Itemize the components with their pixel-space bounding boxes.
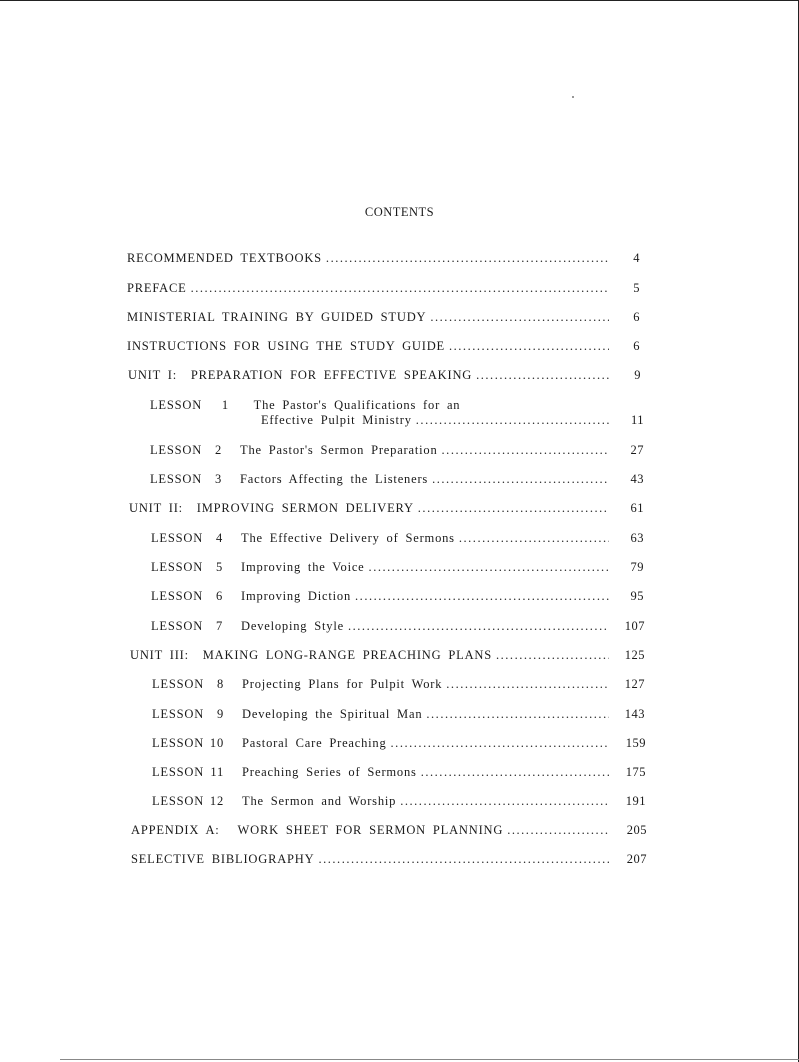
toc-entry-instructions [127, 339, 613, 354]
entry-page-number: 63 [630, 531, 644, 545]
toc-entry-lesson-11 [152, 765, 613, 780]
lesson-title: The Pastor's Sermon Preparation [240, 443, 438, 457]
entry-page-number: 205 [626, 823, 647, 837]
entry-label: UNIT I: PREPARATION FOR EFFECTIVE SPEAKING [128, 368, 473, 382]
toc-entry-lesson-3 [150, 472, 613, 487]
lesson-word: LESSON [152, 765, 205, 779]
entry-page-number: 107 [624, 619, 645, 633]
lesson-word: LESSON [150, 398, 203, 412]
lesson-number: 5 [215, 560, 224, 574]
lesson-title: Preaching Series of Sermons [242, 765, 417, 779]
entry-page-number: 4 [633, 251, 640, 265]
lesson-title: Factors Affecting the Listeners [240, 472, 429, 486]
dot-leader [459, 531, 609, 546]
dot-leader [369, 560, 609, 575]
lesson-title: Developing the Spiritual Man [242, 707, 423, 721]
page-edge-top [0, 0, 799, 1]
lesson-number: 3 [214, 472, 223, 486]
lesson-number: 7 [215, 619, 224, 633]
toc-entry-lesson-2 [150, 443, 613, 458]
entry-page-number: 6 [633, 339, 640, 353]
lesson-title-line-1: The Pastor's Qualifications for an [253, 398, 461, 412]
dot-leader [446, 677, 609, 692]
entry-page-number: 191 [625, 794, 646, 808]
lesson-title-line-2: Effective Pulpit Ministry [261, 413, 412, 427]
entry-page-number: 175 [625, 765, 646, 779]
entry-label: UNIT III: MAKING LONG-RANGE PREACHING PLANS [130, 648, 492, 662]
lesson-number: 12 [209, 794, 225, 808]
lesson-number: 8 [216, 677, 225, 691]
appendix-title: WORK SHEET FOR SERMON PLANNING [237, 823, 504, 837]
page-edge-bottom [60, 1059, 799, 1060]
dot-leader [391, 736, 609, 751]
lesson-number: 9 [216, 707, 225, 721]
lesson-number: 4 [215, 531, 224, 545]
toc-entry-unit-1 [128, 368, 613, 383]
dot-leader [416, 413, 609, 428]
entry-label: INSTRUCTIONS FOR USING THE STUDY GUIDE [127, 339, 445, 353]
entry-page-number: 9 [634, 368, 641, 382]
toc-entry-unit-3 [130, 648, 613, 663]
toc-entry-lesson-7 [151, 619, 613, 634]
lesson-number: 10 [209, 736, 225, 750]
entry-label: RECOMMENDED TEXTBOOKS [127, 251, 322, 265]
toc-entry-appendix-a [131, 823, 613, 838]
lesson-word: LESSON [150, 443, 203, 457]
dot-leader [326, 251, 609, 266]
entry-page-number: 159 [625, 736, 646, 750]
toc-entry-bibliography [131, 852, 613, 867]
lesson-number: 6 [215, 589, 224, 603]
entry-page-number: 127 [624, 677, 645, 691]
lesson-word: LESSON [150, 472, 203, 486]
entry-label: PREFACE [127, 281, 187, 295]
entry-label: APPENDIX A: [131, 823, 220, 837]
lesson-word: LESSON [151, 560, 204, 574]
dot-leader [348, 619, 609, 634]
toc-entry-lesson-1-line-2 [261, 413, 613, 428]
lesson-title: Projecting Plans for Pulpit Work [242, 677, 443, 691]
dot-leader [449, 339, 609, 354]
lesson-word: LESSON [152, 707, 205, 721]
toc-entry-lesson-5 [151, 560, 613, 575]
entry-page-number: 43 [630, 472, 644, 486]
lesson-title: Improving the Voice [241, 560, 365, 574]
toc-entry-ministerial [127, 310, 613, 325]
scan-speck [572, 96, 574, 98]
dot-leader [426, 707, 609, 722]
entry-page-number: 207 [626, 852, 647, 866]
lesson-title: Improving Diction [241, 589, 352, 603]
lesson-title: Pastoral Care Preaching [242, 736, 387, 750]
dot-leader [418, 501, 609, 516]
dot-leader [432, 472, 609, 487]
dot-leader [476, 368, 609, 383]
dot-leader [400, 794, 609, 809]
dot-leader [355, 589, 609, 604]
lesson-number: 11 [210, 765, 225, 779]
dot-leader [430, 310, 609, 325]
entry-page-number: 27 [630, 443, 644, 457]
toc-entry-unit-2 [129, 501, 613, 516]
entry-label: SELECTIVE BIBLIOGRAPHY [131, 852, 315, 866]
lesson-word: LESSON [152, 794, 205, 808]
toc-entry-lesson-1 [150, 398, 460, 413]
entry-page-number: 143 [624, 707, 645, 721]
entry-page-number: 79 [630, 560, 644, 574]
entry-page-number: 6 [633, 310, 640, 324]
dot-leader [496, 648, 609, 663]
lesson-number: 2 [214, 443, 223, 457]
toc-entry-lesson-10 [152, 736, 613, 751]
toc-entry-lesson-9 [152, 707, 613, 722]
toc-entry-preface [127, 281, 613, 296]
entry-page-number: 61 [630, 501, 644, 515]
lesson-word: LESSON [151, 619, 204, 633]
entry-page-number: 11 [630, 413, 644, 427]
toc-entry-lesson-6 [151, 589, 613, 604]
toc-entry-lesson-8 [152, 677, 613, 692]
entry-page-number: 125 [624, 648, 645, 662]
dot-leader [421, 765, 609, 780]
dot-leader [318, 852, 609, 867]
toc-entry-lesson-12 [152, 794, 613, 809]
dot-leader [191, 281, 609, 296]
entry-label: MINISTERIAL TRAINING BY GUIDED STUDY [127, 310, 427, 324]
lesson-title: The Sermon and Worship [242, 794, 397, 808]
dot-leader [442, 443, 609, 458]
toc-entry-textbooks [127, 251, 613, 266]
dot-leader [507, 823, 609, 838]
lesson-word: LESSON [151, 589, 204, 603]
lesson-word: LESSON [152, 736, 205, 750]
lesson-title: The Effective Delivery of Sermons [241, 531, 455, 545]
lesson-title: Developing Style [241, 619, 344, 633]
page-title: CONTENTS [364, 205, 435, 219]
entry-label: UNIT II: IMPROVING SERMON DELIVERY [129, 501, 414, 515]
toc-entry-lesson-4 [151, 531, 613, 546]
entry-page-number: 95 [630, 589, 644, 603]
lesson-number: 1 [221, 398, 229, 412]
lesson-word: LESSON [151, 531, 204, 545]
lesson-word: LESSON [152, 677, 205, 691]
entry-page-number: 5 [633, 281, 640, 295]
